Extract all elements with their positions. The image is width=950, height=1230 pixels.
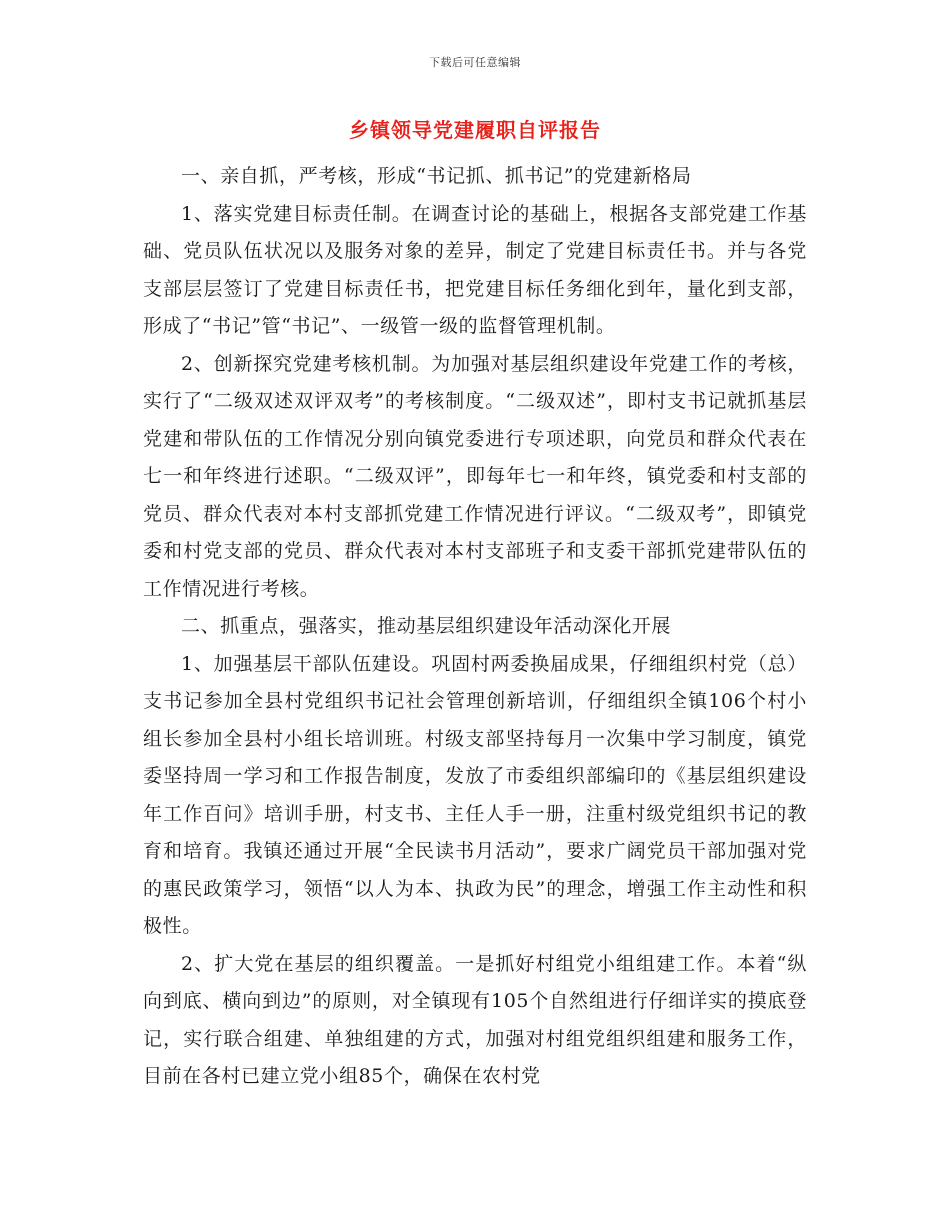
document-body — [143, 158, 807, 1096]
page-header: 下载后可任意编辑 — [429, 56, 521, 69]
section-heading-1: 一、亲自抓，严考核，形成“书记抓、抓书记”的党建新格局 — [181, 165, 692, 187]
paragraph-target-responsibility: 1、落实党建目标责任制。在调查讨论的基础上，根据各支部党建工作基础、党员队伍状况以及服务对象的差异，制定了党建目标责任书。并与各党支部层层签订了党建目标责任书，把党建目标任务细化到年，量化到支部，形成了“书记”管“书记”、一级管一级的监督管理机制。 — [143, 202, 807, 337]
section-heading-2: 二、抓重点，强落实，推动基层组织建设年活动深化开展 — [181, 615, 672, 637]
paragraph-cadre-team: 1、加强基层干部队伍建设。巩固村两委换届成果，仔细组织村党（总）支书记参加全县村党组织书记社会管理创新培训，仔细组织全镇106个村小组长参加全县村小组长培训班。村级支部坚持每月一次集中学习制度，镇党委坚持周一学习和工作报告制度，发放了市委组织部编印的《基层组织建设年工作百问》培训手册，村支书、主任人手一册，注重村级党组织书记的教育和培育。我镇还通过开展“全民读书月活动”，要求广阔党员干部加强对党的惠民政策学习，领悟“以人为本、执政为民”的理念，增强工作主动性和积极性。 — [143, 652, 807, 937]
paragraph-assessment-mechanism: 2、创新探究党建考核机制。为加强对基层组织建设年党建工作的考核，实行了“二级双述双评双考”的考核制度。“二级双述”，即村支书记就抓基层党建和带队伍的工作情况分别向镇党委进行专项述职，向党员和群众代表在七一和年终进行述职。“二级双评”，即每年七一和年终，镇党委和村支部的党员、群众代表对本村支部抓党建工作情况进行评议。“二级双考”，即镇党委和村党支部的党员、群众代表对本村支部班子和支委干部抓党建带队伍的工作情况进行考核。 — [143, 352, 807, 600]
document-title: 乡镇领导党建履职自评报告 — [349, 118, 601, 142]
paragraph-organization-coverage: 2、扩大党在基层的组织覆盖。一是抓好村组党小组组建工作。本着“纵向到底、横向到边”的原则，对全镇现有105个自然组进行仔细详实的摸底登记，实行联合组建、单独组建的方式，加强对村组党组织组建和服务工作，目前在各村已建立党小组85个，确保在农村党 — [143, 952, 807, 1087]
